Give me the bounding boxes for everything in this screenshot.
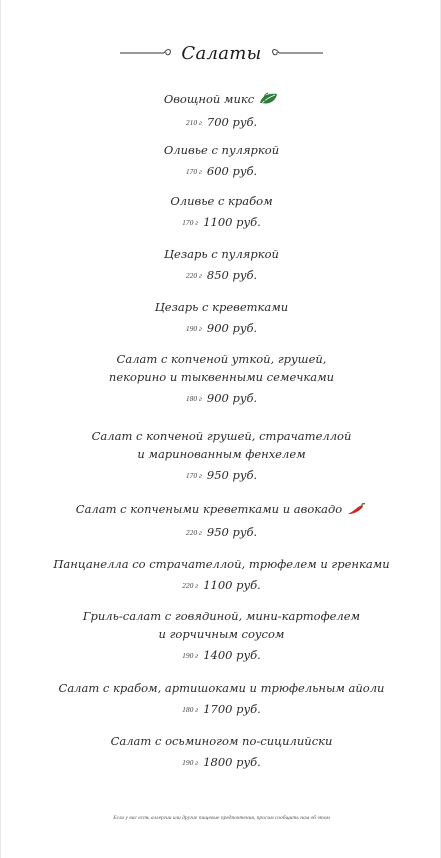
menu-item — [1, 500, 441, 540]
menu-item-price: 600 руб. — [206, 164, 258, 178]
menu-item-weight: 170 г — [185, 471, 202, 480]
menu-item-name-line: Цезарь с пуляркой — [164, 247, 279, 261]
menu-item — [1, 679, 441, 717]
menu-item-name — [1, 500, 441, 520]
menu-item-price: 900 руб. — [206, 391, 258, 405]
menu-item-price: 1700 руб. — [203, 702, 261, 716]
menu-item — [1, 90, 441, 130]
menu-item-price-row — [1, 387, 441, 406]
menu-item-name-line: Салат с осьминогом по-сицилийски — [110, 734, 333, 748]
menu-item-price: 1800 руб. — [203, 755, 261, 769]
menu-item — [1, 555, 441, 593]
menu-item-name-line: Оливье с пуляркой — [163, 143, 280, 157]
section-header — [1, 40, 441, 66]
menu-item-price: 950 руб. — [206, 525, 258, 539]
menu-item-weight: 220 г — [182, 581, 199, 590]
menu-item-price-row — [1, 211, 441, 230]
menu-item-name — [1, 141, 441, 159]
menu-item-name — [1, 679, 441, 697]
menu-item-name-line: и горчичным соусом — [158, 627, 285, 641]
menu-item-price-row — [1, 264, 441, 283]
menu-item-name-line: Овощной микс — [1, 90, 441, 110]
menu-item — [1, 245, 441, 283]
menu-item-name — [1, 245, 441, 263]
menu-item-weight: 190 г — [182, 651, 199, 660]
menu-item-weight: 190 г — [182, 758, 199, 767]
menu-item-name — [1, 732, 441, 750]
menu-item-price-row — [1, 698, 441, 717]
menu-item-price: 1100 руб. — [203, 578, 261, 592]
menu-item-weight: 170 г — [182, 218, 199, 227]
section-title: Салаты — [181, 42, 262, 64]
menu-item-name-line: Цезарь с креветками — [154, 300, 289, 314]
menu-item-name — [1, 90, 441, 110]
menu-item — [1, 427, 441, 483]
allergy-footnote: Если у вас есть аллергии или другие пищевые предпочтения, просим сообщить нам об этом — [113, 815, 330, 821]
menu-item — [1, 732, 441, 770]
menu-item-weight: 180 г — [185, 394, 202, 403]
menu-item-name-line: Салат с копченой уткой, грушей, — [116, 352, 327, 366]
menu-item-price-row — [1, 644, 441, 663]
menu-item-price-row — [1, 160, 441, 179]
menu-item-price-row — [1, 521, 441, 540]
menu-item-name — [1, 350, 441, 386]
menu-item-name — [1, 555, 441, 573]
menu-item-name-line: Салат с копченой грушей, страчателлой — [91, 429, 352, 443]
menu-item-name-line: и маринованным фенхелем — [137, 447, 306, 461]
left-flourish-icon — [120, 46, 172, 60]
menu-item-weight: 180 г — [182, 705, 199, 714]
menu-item-price: 1100 руб. — [203, 215, 261, 229]
menu-item — [1, 298, 441, 336]
menu-item-price-row — [1, 317, 441, 336]
menu-item-name — [1, 607, 441, 643]
menu-item-name-line: Оливье с крабом — [170, 194, 273, 208]
menu-item-price: 950 руб. — [206, 468, 258, 482]
menu-item-price: 1400 руб. — [203, 648, 261, 662]
chili-pepper-icon — [347, 502, 367, 520]
menu-item-name-line: Салат с копчеными креветками и авокадо — [1, 500, 441, 520]
menu-item-weight: 170 г — [185, 167, 202, 176]
menu-item-weight: 190 г — [185, 324, 202, 333]
menu-item — [1, 607, 441, 663]
menu-item-weight: 220 г — [185, 271, 202, 280]
menu-item-price: 900 руб. — [206, 321, 258, 335]
menu-item-price-row — [1, 111, 441, 130]
menu-item-price-row — [1, 464, 441, 483]
menu-item-name-line: Панцанелла со страчателлой, трюфелем и гренками — [53, 557, 390, 571]
menu-item — [1, 141, 441, 179]
right-flourish-icon — [271, 46, 323, 60]
menu-item-price: 700 руб. — [206, 115, 258, 129]
menu-item-price-row — [1, 751, 441, 770]
menu-item-name — [1, 298, 441, 316]
leaf-icon — [259, 92, 279, 110]
menu-item-name — [1, 192, 441, 210]
menu-item-name-line: Гриль-салат с говядиной, мини-картофелем — [82, 609, 361, 623]
menu-item-price: 850 руб. — [206, 268, 258, 282]
menu-item-name-line: пекорино и тыквенными семечками — [108, 370, 335, 384]
menu-item — [1, 350, 441, 406]
menu-item-name — [1, 427, 441, 463]
menu-item-weight: 210 г — [185, 118, 202, 127]
menu-item-name-line: Салат с крабом, артишоками и трюфельным айоли — [58, 681, 385, 695]
menu-item — [1, 192, 441, 230]
menu-item-weight: 220 г — [185, 528, 202, 537]
menu-item-price-row — [1, 574, 441, 593]
